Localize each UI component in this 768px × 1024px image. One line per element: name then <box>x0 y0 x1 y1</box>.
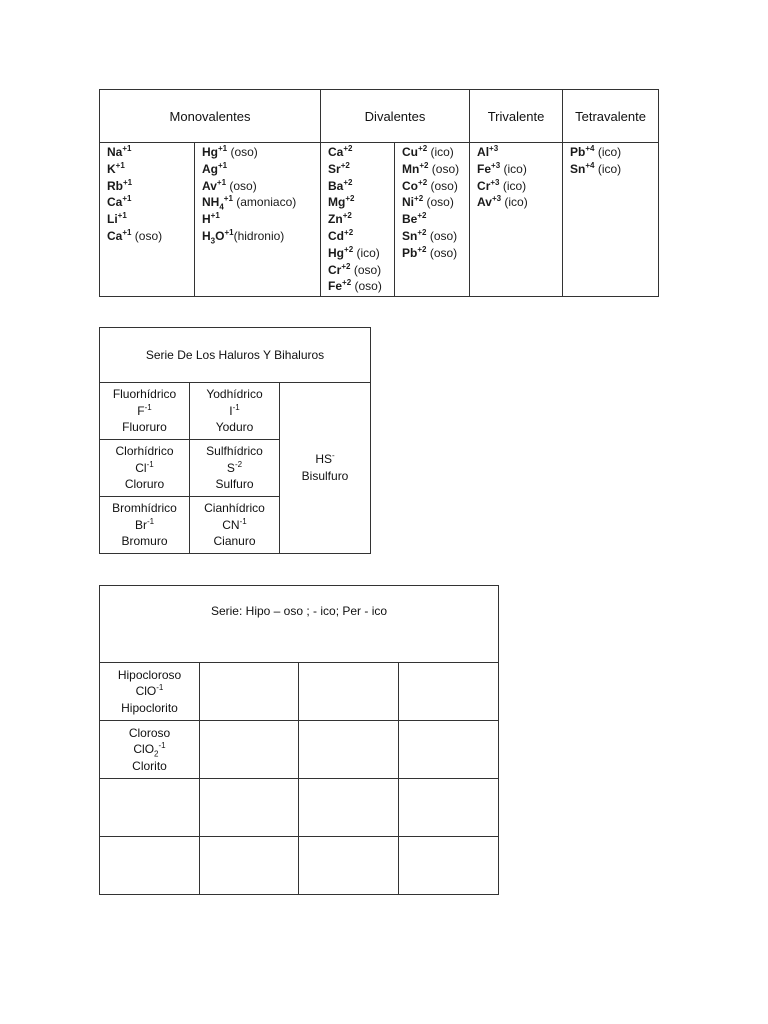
ion-symbol: ClO <box>135 684 157 699</box>
ion-charge: +3 <box>490 177 500 187</box>
ion-charge: +2 <box>342 278 352 288</box>
haluro-cell-bromo <box>100 497 190 554</box>
divalentes-col-a <box>321 143 395 297</box>
ion-symbol: NH <box>202 195 220 210</box>
oxo-empty-cell <box>299 721 399 779</box>
oxo-empty-cell <box>299 663 399 721</box>
ion-charge: -1 <box>232 402 240 412</box>
oxo-empty-cell <box>200 779 299 837</box>
tetravalente-col <box>563 143 659 297</box>
ion-entry <box>328 178 394 195</box>
ion-charge: +1 <box>224 227 234 237</box>
ion-symbol: Co <box>402 178 419 193</box>
ion-suffix: (oso) <box>428 161 460 176</box>
ion-charge: +2 <box>418 177 428 187</box>
ion-entry <box>107 178 194 195</box>
ion-formula <box>100 460 189 477</box>
ion-entry <box>570 161 658 178</box>
ion-suffix: (ico) <box>594 145 622 159</box>
ion-symbol: Cd <box>328 228 345 243</box>
ion-charge: +1 <box>117 211 127 221</box>
ion-subscript: 3 <box>210 236 216 246</box>
ion-suffix: (oso) <box>426 228 458 243</box>
ion-entry <box>328 194 394 211</box>
oxo-empty-cell <box>399 837 499 895</box>
ion-symbol: Ba <box>328 178 344 193</box>
ion-suffix: (hidronio) <box>233 228 285 243</box>
ion-charge: +2 <box>343 144 353 153</box>
ion-symbol: Al <box>477 145 490 159</box>
haluros-title: Serie De Los Haluros Y Bihaluros <box>100 328 371 383</box>
ion-symbol: Pb <box>402 245 418 260</box>
ion-symbol: H <box>202 212 211 227</box>
ion-symbol: Pb <box>570 145 586 159</box>
ion-suffix: (oso) <box>226 178 257 193</box>
acid-name: Fluorhídrico <box>112 387 177 402</box>
anion-name: Cianuro <box>213 534 256 549</box>
ion-symbol: Rb <box>107 178 123 193</box>
ion-charge: -2 <box>234 459 243 469</box>
ion-suffix: (ico) <box>500 161 527 176</box>
ion-charge: +1 <box>218 144 228 153</box>
ion-charge: +1 <box>115 160 125 170</box>
bisulfuro-name: Bisulfuro <box>301 469 349 483</box>
ion-entry <box>402 245 469 262</box>
ion-formula <box>100 517 189 534</box>
ion-entry <box>328 228 394 245</box>
bisulfuro-charge: - <box>332 451 335 460</box>
acid-name: Bromhídrico <box>112 501 177 516</box>
oxo-empty-cell <box>100 779 200 837</box>
ion-charge: -1 <box>146 516 155 526</box>
ion-formula <box>190 460 279 477</box>
bisulfuro-ion: HS <box>315 452 333 466</box>
ion-charge: +1 <box>210 211 220 221</box>
ion-charge: +2 <box>418 144 428 153</box>
ion-charge: +4 <box>585 160 595 170</box>
ion-symbol: CN <box>222 517 240 532</box>
ion-entry <box>202 178 320 195</box>
ion-symbol: Cr <box>328 262 342 277</box>
acid-name: Yodhídrico <box>206 387 263 402</box>
ion-suffix: (oso) <box>350 262 382 277</box>
ion-entry <box>202 161 320 178</box>
haluro-cell-azufre <box>190 440 280 497</box>
ion-entry <box>107 228 194 245</box>
ion-charge: +2 <box>344 227 354 237</box>
acid-name: Sulfhídrico <box>206 444 263 459</box>
oxo-empty-cell <box>200 721 299 779</box>
ion-entry <box>202 228 320 245</box>
ion-symbol: Fe <box>477 161 492 176</box>
ion-entry <box>570 144 658 161</box>
ion-suffix: (ico) <box>499 178 527 193</box>
oxo-empty-cell <box>100 837 200 895</box>
ion-charge: -1 <box>146 459 154 469</box>
ion-entry <box>328 245 394 262</box>
ion-entry <box>477 161 562 178</box>
monovalentes-col-b <box>195 143 321 297</box>
ion-charge: +2 <box>343 177 353 187</box>
anion-name: Sulfuro <box>215 477 254 492</box>
ion-entry <box>107 144 194 161</box>
ion-symbol: Sn <box>402 228 418 243</box>
ion-symbol: Br <box>134 517 147 532</box>
ion-entry <box>402 194 469 211</box>
ion-entry <box>107 211 194 228</box>
ion-charge: +1 <box>122 144 132 153</box>
ion-symbol: Cu <box>402 145 419 159</box>
ion-symbol: Hg <box>202 145 218 159</box>
ion-charge: +1 <box>216 177 227 187</box>
ion-suffix: (oso) <box>426 245 458 260</box>
ion-symbol: Hg <box>328 245 345 260</box>
ion-symbol: Ag <box>202 161 218 176</box>
ion-suffix: (ico) <box>427 145 454 159</box>
acid-name: Cianhídrico <box>204 501 265 516</box>
ion-suffix: (oso) <box>131 228 163 243</box>
ion-entry <box>477 194 562 211</box>
ion-symbol: H <box>202 228 211 243</box>
ion-charge: -1 <box>158 741 166 751</box>
ion-entry <box>202 194 320 211</box>
ion-entry <box>107 194 194 211</box>
ion-symbol: I <box>229 403 233 418</box>
ion-symbol: O <box>215 228 225 243</box>
ion-suffix: (ico) <box>594 161 622 176</box>
ion-charge: +1 <box>223 194 233 204</box>
ion-symbol: Li <box>107 212 118 227</box>
ion-symbol: Mg <box>328 195 346 210</box>
ion-charge: +2 <box>344 244 354 254</box>
ion-entry <box>477 144 562 161</box>
ion-entry <box>328 161 394 178</box>
ion-charge: +1 <box>122 194 132 204</box>
ion-charge: +2 <box>419 160 429 170</box>
haluros-table <box>99 327 371 554</box>
ion-entry <box>402 178 469 195</box>
ion-symbol: Ca <box>107 228 123 243</box>
ion-suffix: (ico) <box>501 195 528 210</box>
anion-name: Yoduro <box>215 420 254 435</box>
ion-charge: -1 <box>156 683 164 693</box>
oxo-empty-cell <box>299 779 399 837</box>
bisulfuro-cell <box>280 383 371 554</box>
divalentes-col-b <box>395 143 470 297</box>
ion-charge: +3 <box>489 144 499 153</box>
header-divalentes: Divalentes <box>321 90 470 143</box>
ion-formula <box>190 517 279 534</box>
ion-charge: +1 <box>123 177 133 187</box>
haluro-cell-cloro <box>100 440 190 497</box>
ion-charge: +2 <box>341 261 351 271</box>
ion-formula <box>100 741 199 758</box>
ion-subscript: 2 <box>154 749 159 759</box>
ion-charge: +2 <box>414 194 424 204</box>
oxo-empty-cell <box>399 721 499 779</box>
oxo-empty-cell <box>399 779 499 837</box>
ion-entry <box>328 144 394 161</box>
ion-charge: +4 <box>585 144 595 153</box>
anion-name: Cloruro <box>124 477 165 492</box>
ion-charge: +2 <box>340 160 350 170</box>
oxo-cell-cloroso <box>100 721 200 779</box>
ion-charge: +2 <box>417 211 427 221</box>
ion-suffix: (ico) <box>353 245 380 260</box>
header-tetravalente: Tetravalente <box>563 90 659 143</box>
ion-entry <box>402 211 469 228</box>
ion-symbol: Ni <box>402 195 415 210</box>
ion-symbol: Av <box>202 178 217 193</box>
acid-name: Clorhídrico <box>115 444 174 459</box>
ion-symbol: Ca <box>107 195 123 210</box>
ion-charge: +2 <box>417 244 427 254</box>
ion-symbol: Zn <box>328 212 343 227</box>
ion-symbol: Ca <box>328 145 344 159</box>
trivalente-col <box>470 143 563 297</box>
ion-symbol: Sr <box>328 161 341 176</box>
ion-entry <box>328 278 394 295</box>
ion-symbol: F <box>137 403 145 418</box>
ion-symbol: K <box>107 161 116 176</box>
oxo-empty-cell <box>299 837 399 895</box>
anion-name: Hipoclorito <box>121 700 178 715</box>
ion-formula <box>190 403 279 420</box>
monovalentes-col-a <box>100 143 195 297</box>
anion-name: Clorito <box>132 758 167 773</box>
ion-formula <box>100 683 199 700</box>
ion-entry <box>107 161 194 178</box>
ion-charge: -1 <box>239 516 247 526</box>
acid-name: Hipocloroso <box>117 667 182 682</box>
ion-charge: +3 <box>491 160 501 170</box>
haluro-cell-yodo <box>190 383 280 440</box>
ion-charge: +2 <box>342 211 352 221</box>
anion-name: Bromuro <box>121 534 168 549</box>
anion-name: Fluoruro <box>122 420 167 435</box>
ion-symbol: Cr <box>477 178 491 193</box>
header-trivalente: Trivalente <box>470 90 563 143</box>
oxo-title: Serie: Hipo – oso ; - ico; Per - ico <box>100 586 499 663</box>
ion-entry <box>202 144 320 161</box>
ion-charge: +3 <box>491 194 502 204</box>
ion-charge: +2 <box>417 227 427 237</box>
ion-symbol: ClO <box>133 742 155 757</box>
haluro-cell-ciano <box>190 497 280 554</box>
ion-charge: +2 <box>345 194 355 204</box>
haluro-cell-fluor <box>100 383 190 440</box>
ion-symbol: Av <box>477 195 492 210</box>
valences-table <box>99 89 659 297</box>
ion-symbol: Fe <box>328 279 343 294</box>
ion-entry <box>402 228 469 245</box>
ion-entry <box>328 211 394 228</box>
oxo-cell-hipocloroso <box>100 663 200 721</box>
ion-charge: -1 <box>144 402 152 412</box>
ion-symbol: Be <box>402 212 418 227</box>
oxo-empty-cell <box>200 663 299 721</box>
ion-suffix: (oso) <box>427 178 458 193</box>
ion-symbol: Sn <box>570 161 586 176</box>
ion-entry <box>328 262 394 279</box>
ion-entry <box>402 144 469 161</box>
ion-suffix: (oso) <box>351 279 382 294</box>
ion-charge: +1 <box>218 160 228 170</box>
ion-suffix: (amoniaco) <box>232 195 297 210</box>
header-monovalentes: Monovalentes <box>100 90 321 143</box>
ion-symbol: Na <box>107 145 123 159</box>
ion-suffix: (oso) <box>423 195 454 210</box>
oxo-empty-cell <box>200 837 299 895</box>
ion-formula <box>100 403 189 420</box>
ion-symbol: S <box>226 460 235 475</box>
acid-name: Cloroso <box>128 725 171 740</box>
ion-entry <box>402 161 469 178</box>
oxo-empty-cell <box>399 663 499 721</box>
oxoaniones-table <box>99 585 499 895</box>
ion-symbol: Cl <box>135 460 147 475</box>
ion-entry <box>477 178 562 195</box>
ion-charge: +1 <box>122 227 132 237</box>
ion-subscript: 4 <box>219 202 224 212</box>
ion-symbol: Mn <box>402 161 420 176</box>
ion-entry <box>202 211 320 228</box>
ion-suffix: (oso) <box>227 145 258 159</box>
